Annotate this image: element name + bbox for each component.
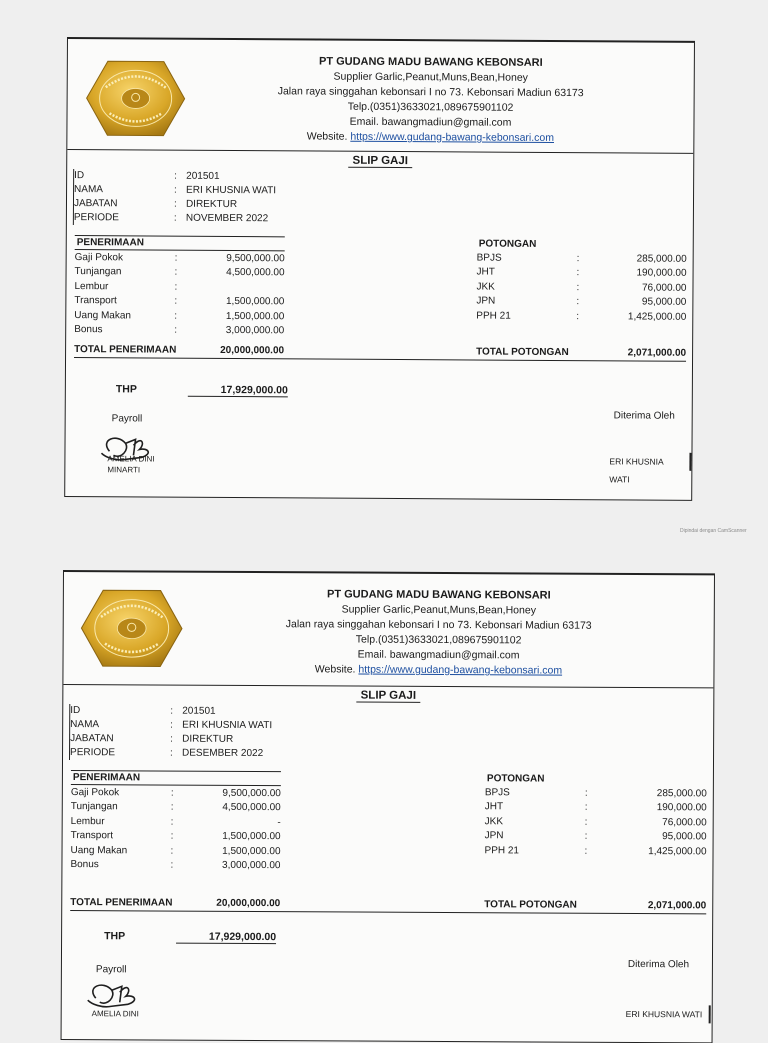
recipient-name: ERI KHUSNIA WATI [609,452,691,471]
earning-row: Transport : 1,500,000.00 [70,830,281,843]
employee-info [73,169,693,229]
thp-value: 17,929,000.00 [188,384,288,398]
info-row-nama: NAMA : ERI KHUSNIA WATI [74,184,277,197]
deductions-header: POTONGAN [478,238,537,250]
deductions-column [484,772,706,859]
pay-period: DESEMBER 2022 [182,747,264,760]
slip-title: SLIP GAJI [63,688,713,705]
company-info [187,54,674,147]
employee-position: DIREKTUR [182,733,234,745]
employee-name: ERI KHUSNIA WATI [182,719,273,732]
earning-row: Tunjangan : 4,500,000.00 [70,801,281,814]
thp-value: 17,929,000.00 [176,931,276,945]
total-deductions: TOTAL POTONGAN 2,071,000.00 [476,346,687,359]
earning-row: Gaji Pokok : 9,500,000.00 [74,251,285,265]
earning-row: Bonus : 3,000,000.00 [70,859,281,872]
info-row-nama: NAMA : ERI KHUSNIA WATI [70,719,273,732]
take-home-pay: THP 17,929,000.00 [104,930,277,944]
total-deductions: TOTAL POTONGAN 2,071,000.00 [484,899,707,912]
company-address: Jalan raya singgahan kebonsari I no 73. Kebonsari Madiun 63173 [277,85,584,100]
salary-slip-november [64,37,695,501]
company-phone: Telp.(0351)3633021,089675901102 [347,100,514,114]
deduction-row: JKK : 76,000.00 [476,281,687,294]
total-earnings: TOTAL PENERIMAAN 20,000,000.00 [70,897,281,910]
company-phone: Telp.(0351)3633021,089675901102 [355,633,522,647]
deduction-row: BPJS : 285,000.00 [476,252,687,265]
company-logo-seal [85,59,185,138]
company-name: PT GUDANG MADU BAWANG KEBONSARI [318,55,543,69]
deduction-row: PPH 21 : 1,425,000.00 [484,844,707,858]
deduction-row: PPH 21 : 1,425,000.00 [476,310,687,323]
company-address: Jalan raya singgahan kebonsari I no 73. Kebonsari Madiun 63173 [285,618,592,632]
deduction-row: BPJS : 285,000.00 [484,786,707,800]
earning-row: Uang Makan : 1,500,000.00 [74,309,285,323]
company-tagline: Supplier Garlic,Peanut,Muns,Bean,Honey [341,603,536,617]
payroll-label: Payroll [111,413,143,425]
website-label: Website. [306,130,348,143]
employee-id: 201501 [182,705,216,717]
earning-row: Tunjangan : 4,500,000.00 [74,266,285,279]
earnings-column [70,770,281,873]
received-by-label: Diterima Oleh [627,958,690,971]
earnings-header: PENERIMAAN [75,235,285,251]
employee-info [69,704,713,763]
payroll-label: Payroll [95,964,127,976]
earning-row: Lembur : [74,280,178,293]
deductions-header: POTONGAN [486,773,545,785]
earning-row: Bonus : 3,000,000.00 [74,324,285,337]
company-info [183,587,693,680]
deduction-row: JKK : 76,000.00 [484,815,707,829]
info-row-id: ID : 201501 [70,705,216,717]
info-row-periode: PERIODE : DESEMBER 2022 [70,747,264,760]
company-website [183,662,693,680]
pay-details [66,235,693,389]
earnings-column [74,235,285,338]
info-row-jabatan: JABATAN : DIREKTUR [73,198,238,211]
company-tagline: Supplier Garlic,Peanut,Muns,Bean,Honey [333,70,528,84]
recipient-name: ERI KHUSNIA WATI [626,1005,711,1023]
scanner-watermark: Dipindai dengan CamScanner [680,528,747,534]
company-website [187,129,673,147]
info-row-jabatan: JABATAN : DIREKTUR [70,733,234,745]
payroll-signer: AMELIA DINI MINARTI [107,454,155,475]
deduction-row: JHT : 190,000.00 [484,801,707,814]
company-email: Email. bawangmadiun@gmail.com [349,115,512,129]
company-header [67,39,694,154]
payroll-signature [82,976,152,1012]
company-logo-seal [77,588,185,669]
earning-row: Lembur : - [70,815,281,828]
company-email: Email. bawangmadiun@gmail.com [357,648,520,662]
info-row-periode: PERIODE : NOVEMBER 2022 [73,212,269,225]
employee-id: 201501 [186,170,220,182]
company-name: PT GUDANG MADU BAWANG KEBONSARI [327,588,551,602]
company-header [63,572,714,688]
earning-row: Transport : 1,500,000.00 [74,295,285,308]
take-home-pay: THP 17,929,000.00 [115,383,288,397]
received-by-label: Diterima Oleh [613,410,675,422]
employee-name: ERI KHUSNIA WATI [186,184,277,197]
slip-title: SLIP GAJI [67,153,693,171]
earning-row: Gaji Pokok : 9,500,000.00 [70,786,281,799]
employee-position: DIREKTUR [185,198,238,211]
salary-slip-desember [61,570,715,1043]
info-row-id: ID : 201501 [74,170,220,182]
website-link[interactable]: https://www.gudang-bawang-kebonsari.com [358,663,563,677]
deductions-column [476,238,687,325]
payroll-signer: AMELIA DINI [91,1009,139,1019]
deduction-row: JPN : 95,000.00 [476,295,687,309]
website-link[interactable]: https://www.gudang-bawang-kebonsari.com [350,130,555,144]
deduction-row: JPN : 95,000.00 [484,830,707,843]
deduction-row: JHT : 190,000.00 [476,266,687,280]
total-earnings: TOTAL PENERIMAAN 20,000,000.00 [74,344,285,357]
website-label: Website. [314,663,356,676]
pay-period: NOVEMBER 2022 [185,212,269,225]
earning-row: Uang Makan : 1,500,000.00 [70,844,281,857]
earnings-header: PENERIMAAN [71,770,281,786]
